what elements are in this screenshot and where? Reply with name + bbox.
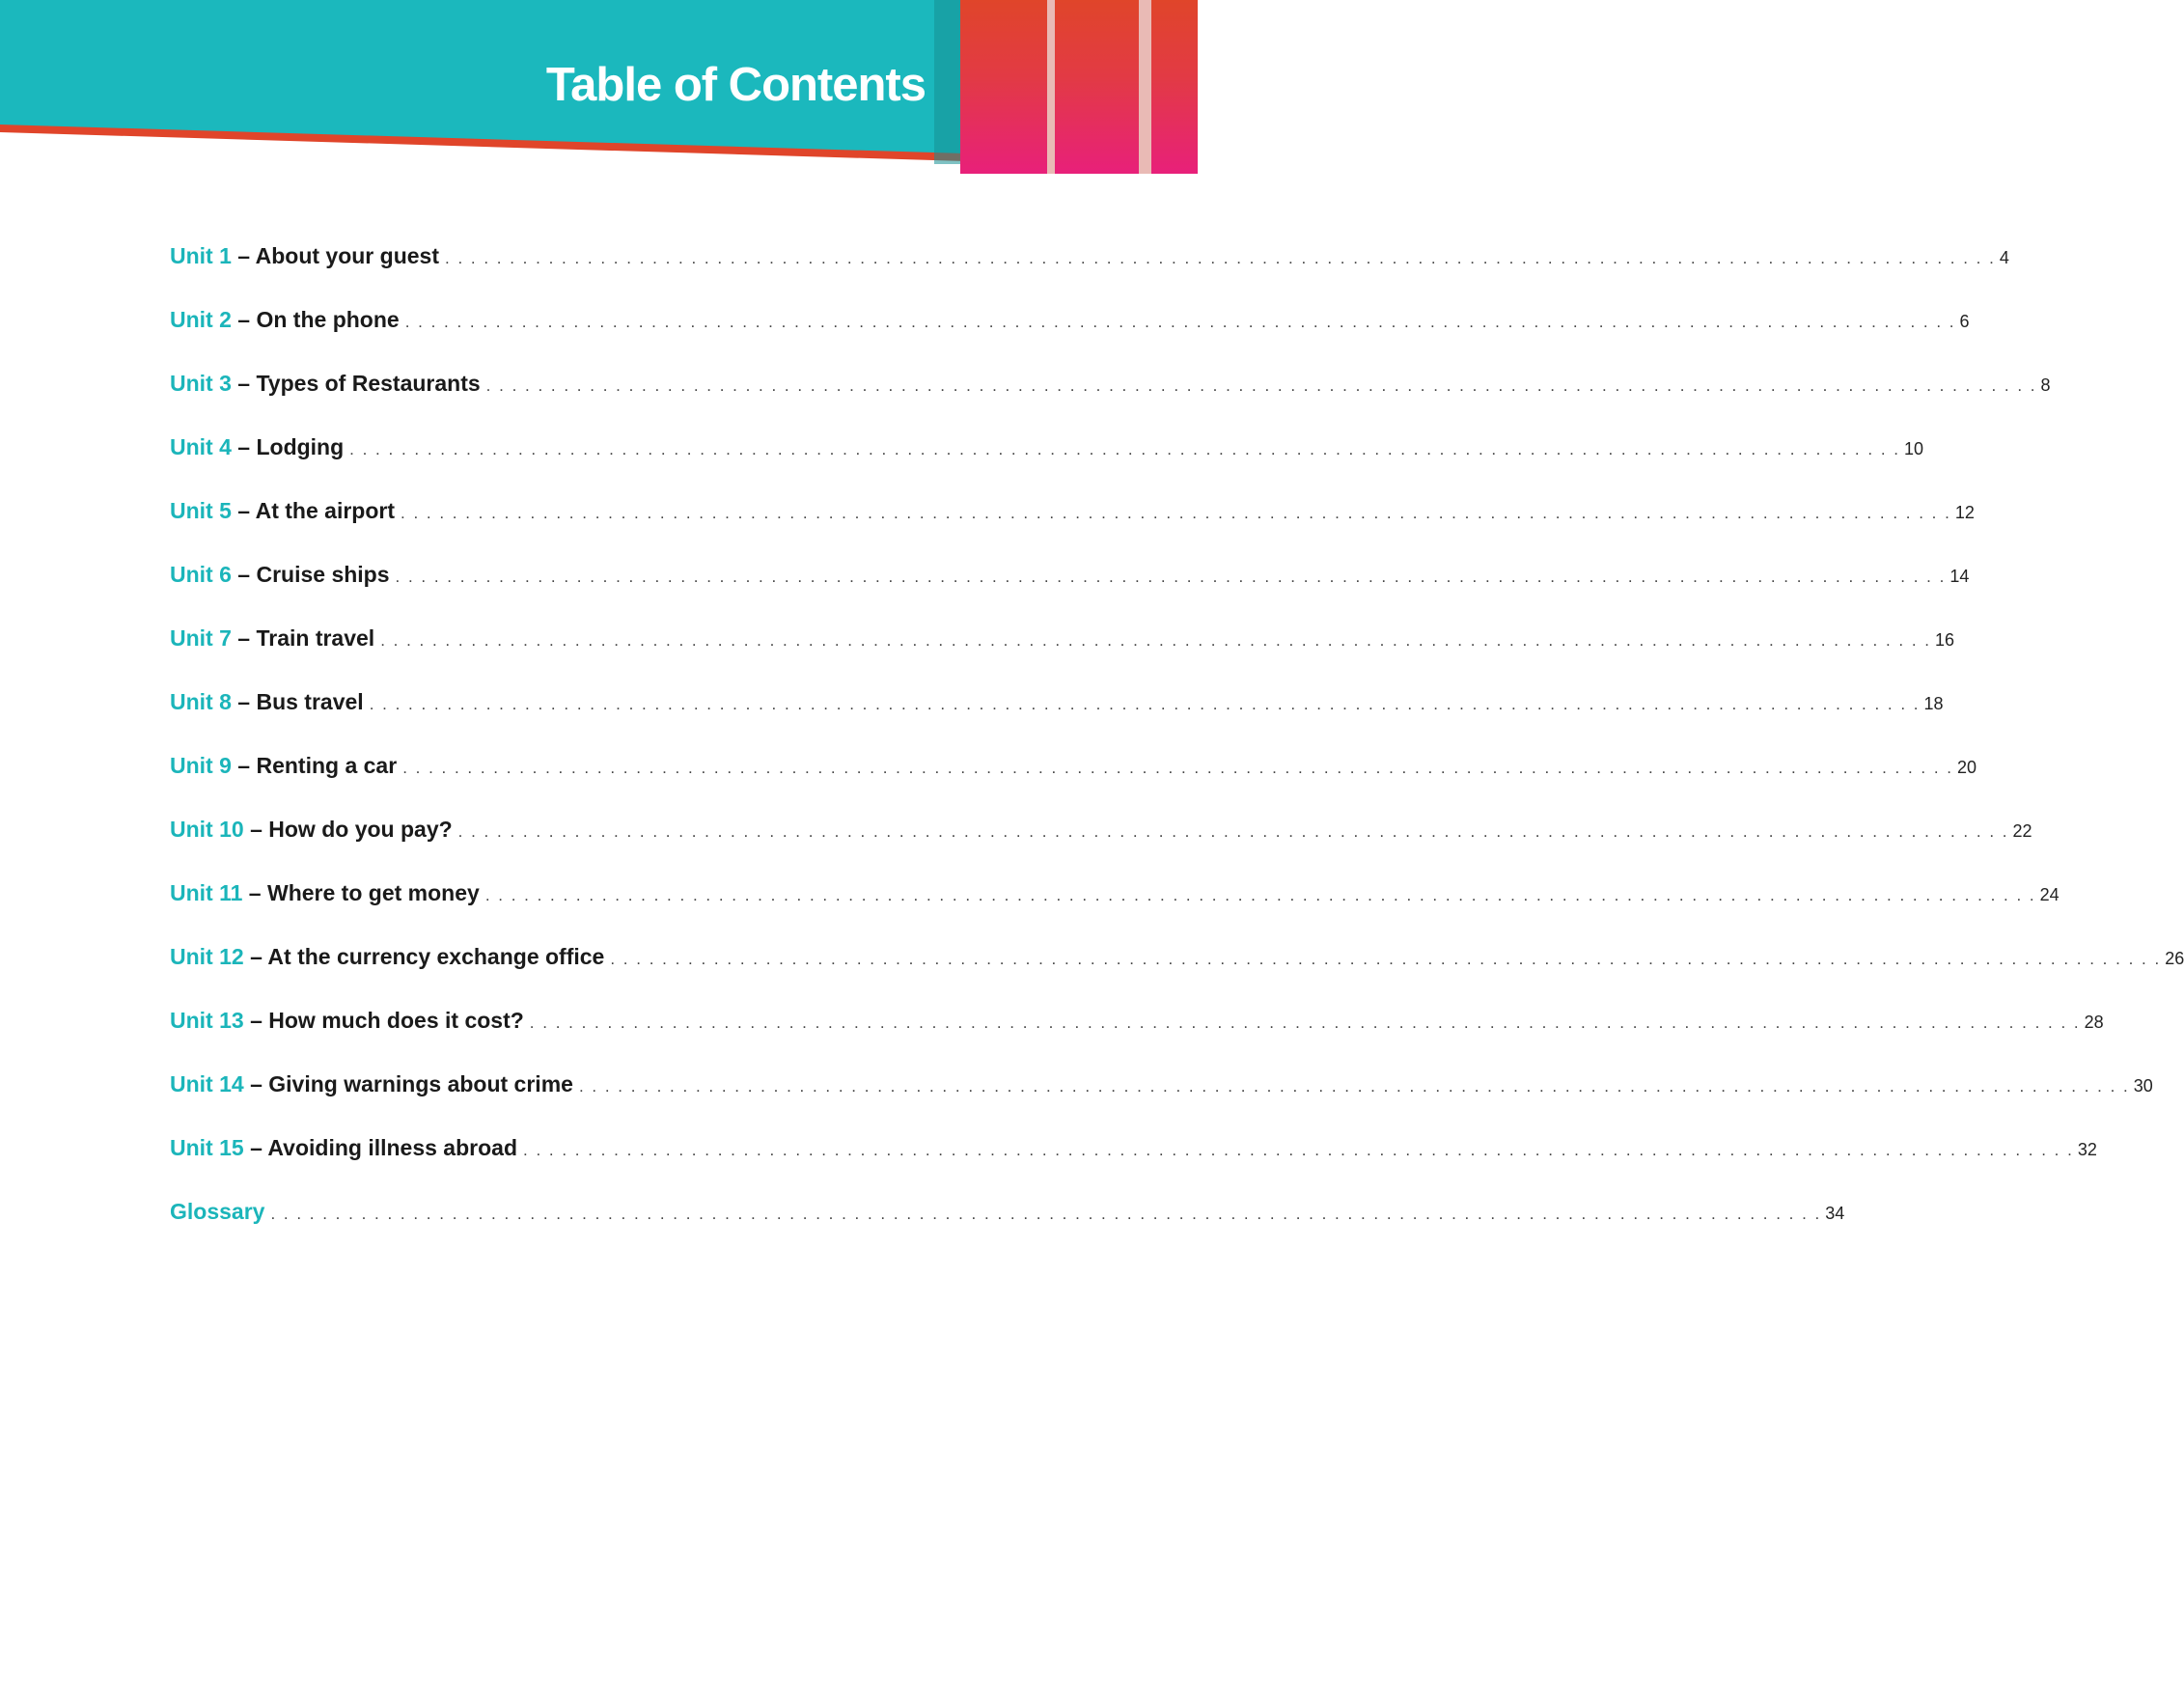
toc-entry-title: Where to get money: [267, 880, 480, 905]
toc-page-number: 26: [2165, 949, 2184, 968]
toc-separator: –: [231, 434, 257, 459]
toc-entry[interactable]: [170, 239, 2009, 303]
toc-entry-title: How much does it cost?: [268, 1008, 524, 1033]
toc-entry-label: [170, 367, 486, 400]
toc-entry[interactable]: [170, 940, 2184, 1004]
dot-leader: . . . . . . . . . . . . . . . . . . . . . . . . . . . . . . . . . . . . . . . . . . . . . . . . . . . . . . . . . . . . . . . . . . . . . . . . . . . . . . . . . . . . . . . . . . . . . . . . . . . . . . . . . . . . . . . . . . . . . . . .: [380, 631, 1932, 650]
dot-leader: . . . . . . . . . . . . . . . . . . . . . . . . . . . . . . . . . . . . . . . . . . . . . . . . . . . . . . . . . . . . . . . . . . . . . . . . . . . . . . . . . . . . . . . . . . . . . . . . . . . . . . . . . . . . . . . . . . . . . . . .: [610, 950, 2162, 968]
toc-entry-title: Giving warnings about crime: [268, 1071, 573, 1096]
toc-entry-title: Renting a car: [256, 753, 398, 778]
toc-page-number: 14: [1949, 567, 1970, 586]
toc-entry-label: [170, 622, 380, 654]
dot-leader: . . . . . . . . . . . . . . . . . . . . . . . . . . . . . . . . . . . . . . . . . . . . . . . . . . . . . . . . . . . . . . . . . . . . . . . . . . . . . . . . . . . . . . . . . . . . . . . . . . . . . . . . . . . . . . . . . . . . . . . .: [529, 1013, 2081, 1032]
banner-gap-1: [1047, 0, 1055, 174]
toc-page-number: 32: [2077, 1140, 2097, 1159]
toc-entry-label: [170, 303, 405, 336]
toc-entry-label: [170, 685, 370, 718]
dot-leader: . . . . . . . . . . . . . . . . . . . . . . . . . . . . . . . . . . . . . . . . . . . . . . . . . . . . . . . . . . . . . . . . . . . . . . . . . . . . . . . . . . . . . . . . . . . . . . . . . . . . . . . . . . . . . . . . . . . . . . . .: [457, 822, 2009, 841]
toc-separator: –: [231, 562, 257, 587]
toc-entry-title: How do you pay?: [268, 817, 453, 842]
toc-separator: –: [231, 753, 257, 778]
toc-entry-title: Lodging: [256, 434, 345, 459]
toc-page-number: 28: [2084, 1013, 2104, 1032]
banner-stripe-2: [1055, 0, 1139, 174]
toc-entry-title: Cruise ships: [256, 562, 390, 587]
toc-unit-number: Unit 14: [170, 1071, 244, 1096]
toc-entry-label: [170, 1131, 523, 1164]
dot-leader: . . . . . . . . . . . . . . . . . . . . . . . . . . . . . . . . . . . . . . . . . . . . . . . . . . . . . . . . . . . . . . . . . . . . . . . . . . . . . . . . . . . . . . . . . . . . . . . . . . . . . . . . . . . . . . . . . . . . . . . .: [401, 504, 1951, 522]
toc-unit-number: Unit 8: [170, 689, 232, 714]
toc-unit-number: Unit 1: [170, 243, 232, 268]
toc-entry[interactable]: [170, 813, 2032, 876]
toc-separator: –: [243, 1008, 269, 1033]
toc-page-number: 34: [1825, 1204, 1845, 1223]
toc-unit-number: Unit 2: [170, 307, 232, 332]
toc-unit-number: Unit 5: [170, 498, 232, 523]
toc-entry-title: At the airport: [255, 498, 395, 523]
toc-entry[interactable]: [170, 494, 1975, 558]
toc-entry-title: Bus travel: [256, 689, 364, 714]
toc-separator: –: [243, 1071, 269, 1096]
toc-separator: –: [243, 944, 268, 969]
dot-leader: . . . . . . . . . . . . . . . . . . . . . . . . . . . . . . . . . . . . . . . . . . . . . . . . . . . . . . . . . . . . . . . . . . . . . . . . . . . . . . . . . . . . . . . . . . . . . . . . . . . . . . . . . . . . . . . . . . . . . . . .: [404, 313, 1956, 331]
toc-page-number: 18: [1923, 694, 1944, 713]
toc-entry-title: Train travel: [256, 625, 375, 651]
banner-gap-2: [1139, 0, 1151, 174]
toc-unit-number: Unit 6: [170, 562, 232, 587]
toc-entry-title: At the currency exchange office: [267, 944, 605, 969]
toc-entry[interactable]: [170, 367, 2051, 430]
toc-entry-label: [170, 239, 445, 272]
toc-page-number: 4: [1999, 248, 2009, 267]
dot-leader: . . . . . . . . . . . . . . . . . . . . . . . . . . . . . . . . . . . . . . . . . . . . . . . . . . . . . . . . . . . . . . . . . . . . . . . . . . . . . . . . . . . . . . . . . . . . . . . . . . . . . . . . . . . . . . . . . . . . . . . .: [485, 376, 2037, 395]
page-title: Table of Contents: [545, 59, 926, 111]
toc-glossary-label: Glossary: [170, 1199, 265, 1224]
dot-leader: . . . . . . . . . . . . . . . . . . . . . . . . . . . . . . . . . . . . . . . . . . . . . . . . . . . . . . . . . . . . . . . . . . . . . . . . . . . . . . . . . . . . . . . . . . . . . . . . . . . . . . . . . . . . . . . . . . . . . . . .: [484, 886, 2036, 904]
toc-separator: –: [231, 689, 257, 714]
toc-entry[interactable]: [170, 876, 2060, 940]
toc-page-number: 8: [2040, 375, 2051, 395]
toc-unit-number: Unit 11: [170, 880, 243, 905]
toc-separator: –: [243, 817, 269, 842]
dot-leader: . . . . . . . . . . . . . . . . . . . . . . . . . . . . . . . . . . . . . . . . . . . . . . . . . . . . . . . . . . . . . . . . . . . . . . . . . . . . . . . . . . . . . . . . . . . . . . . . . . . . . . . . . . . . . . . . . . . . . . . .: [578, 1077, 2130, 1096]
toc-unit-number: Unit 9: [170, 753, 232, 778]
header-banner: [0, 0, 1198, 183]
toc-entry-label: [170, 1068, 579, 1100]
toc-separator: –: [231, 498, 256, 523]
toc-entry-title: On the phone: [256, 307, 400, 332]
toc-unit-number: Unit 15: [170, 1135, 244, 1160]
toc-entry-label: [170, 813, 458, 846]
toc-entry-title: Avoiding illness abroad: [267, 1135, 517, 1160]
toc-unit-number: Unit 7: [170, 625, 232, 651]
dot-leader: . . . . . . . . . . . . . . . . . . . . . . . . . . . . . . . . . . . . . . . . . . . . . . . . . . . . . . . . . . . . . . . . . . . . . . . . . . . . . . . . . . . . . . . . . . . . . . . . . . . . . . . . . . . . . . . . . . . . . . . .: [523, 1141, 2074, 1159]
toc-page-number: 24: [2039, 885, 2060, 904]
toc-page-number: 6: [1959, 312, 1970, 331]
toc-entry-label: [170, 876, 485, 909]
toc-page-number: 20: [1957, 758, 1977, 777]
toc-unit-number: Unit 3: [170, 371, 232, 396]
toc-entry[interactable]: [170, 685, 1944, 749]
dot-leader: . . . . . . . . . . . . . . . . . . . . . . . . . . . . . . . . . . . . . . . . . . . . . . . . . . . . . . . . . . . . . . . . . . . . . . . . . . . . . . . . . . . . . . . . . . . . . . . . . . . . . . . . . . . . . . . . . . . . . . . .: [395, 568, 1947, 586]
toc-entry-title: About your guest: [255, 243, 439, 268]
toc-entry-label: [170, 749, 402, 782]
toc-separator: –: [242, 880, 267, 905]
toc-entry[interactable]: [170, 1004, 2104, 1068]
toc-page-number: 16: [1935, 630, 1955, 650]
toc-entry[interactable]: [170, 303, 1970, 367]
toc-entry[interactable]: [170, 558, 1970, 622]
toc-page-number: 10: [1904, 439, 1924, 458]
toc-entry-label: [170, 1195, 270, 1228]
toc-page-number: 22: [2012, 821, 2032, 841]
toc-separator: –: [231, 371, 257, 396]
toc-entry-title: Types of Restaurants: [256, 371, 481, 396]
toc-entry[interactable]: [170, 1131, 2097, 1195]
toc-entry-label: [170, 558, 396, 591]
toc-unit-number: Unit 13: [170, 1008, 244, 1033]
dot-leader: . . . . . . . . . . . . . . . . . . . . . . . . . . . . . . . . . . . . . . . . . . . . . . . . . . . . . . . . . . . . . . . . . . . . . . . . . . . . . . . . . . . . . . . . . . . . . . . . . . . . . . . . . . . . . . . . . . . . . . . .: [402, 759, 1954, 777]
toc-separator: –: [231, 307, 257, 332]
toc-unit-number: Unit 4: [170, 434, 232, 459]
toc-entry[interactable]: [170, 1068, 2153, 1131]
toc-unit-number: Unit 10: [170, 817, 244, 842]
banner-stripe-3: [1151, 0, 1198, 174]
dot-leader: . . . . . . . . . . . . . . . . . . . . . . . . . . . . . . . . . . . . . . . . . . . . . . . . . . . . . . . . . . . . . . . . . . . . . . . . . . . . . . . . . . . . . . . . . . . . . . . . . . . . . . . . . . . . . . . . . . . . . . . .: [349, 440, 1900, 458]
toc-entry-label: [170, 940, 610, 973]
toc-page-number: 30: [2133, 1076, 2153, 1096]
banner-stripe-1: [960, 0, 1047, 174]
toc-separator: –: [231, 243, 256, 268]
toc-entry[interactable]: [170, 430, 1924, 494]
toc-separator: –: [231, 625, 257, 651]
toc-entry-label: [170, 494, 401, 527]
toc-entry-glossary[interactable]: [170, 1195, 1845, 1259]
toc-entry[interactable]: [170, 749, 1977, 813]
toc-entry-label: [170, 1004, 530, 1037]
toc-entry-label: [170, 430, 349, 463]
dot-leader: . . . . . . . . . . . . . . . . . . . . . . . . . . . . . . . . . . . . . . . . . . . . . . . . . . . . . . . . . . . . . . . . . . . . . . . . . . . . . . . . . . . . . . . . . . . . . . . . . . . . . . . . . . . . . . . . . . . . . . . .: [369, 695, 1921, 713]
toc-entry[interactable]: [170, 622, 1955, 685]
dot-leader: . . . . . . . . . . . . . . . . . . . . . . . . . . . . . . . . . . . . . . . . . . . . . . . . . . . . . . . . . . . . . . . . . . . . . . . . . . . . . . . . . . . . . . . . . . . . . . . . . . . . . . . . . . . . . . . . . . . . . . . .: [445, 249, 1996, 267]
toc-unit-number: Unit 12: [170, 944, 244, 969]
dot-leader: . . . . . . . . . . . . . . . . . . . . . . . . . . . . . . . . . . . . . . . . . . . . . . . . . . . . . . . . . . . . . . . . . . . . . . . . . . . . . . . . . . . . . . . . . . . . . . . . . . . . . . . . . . . . . . . . . . . . . . . .: [270, 1205, 1822, 1223]
table-of-contents: [170, 239, 2184, 1259]
toc-page-number: 12: [1954, 503, 1975, 522]
toc-separator: –: [243, 1135, 268, 1160]
